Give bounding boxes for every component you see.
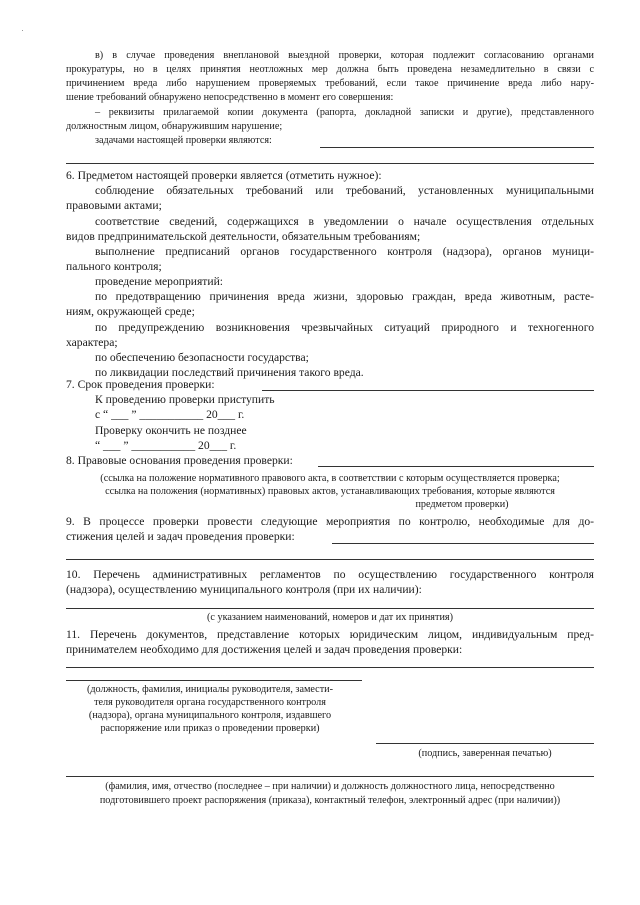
caption-line: (ссылка на положение нормативного правового акта, в соответствии с которым осуществляется проверка; xyxy=(100,473,560,484)
text-line: правовыми актами; xyxy=(66,199,162,212)
caption-line: теля руководителя органа государственного контроля xyxy=(94,697,326,708)
section-heading: 10. Перечень административных регламентов по осуществлению государственного контроля xyxy=(66,568,594,581)
text-line: Проверку окончить не позднее xyxy=(95,424,247,437)
text-line: по предотвращению причинения вреда жизни, здоровью граждан, вреда животным, расте- xyxy=(95,290,594,303)
signature-line xyxy=(66,680,362,681)
text-line: прокуратуры, но в целях принятия неотложных мер должна быть проведена незамедлительно в связи с xyxy=(66,64,594,75)
text-line: принимателем необходимо для достижения целей и задач проведения проверки: xyxy=(66,643,463,656)
section-heading: 8. Правовые основания проведения проверки: xyxy=(66,454,293,467)
caption-line: распоряжение или приказ о проведении проверки) xyxy=(100,723,320,734)
text-line: причинением вреда либо нарушением проверяемых требований, если такое причинение вреда либо нару- xyxy=(66,78,594,89)
caption-line: ссылка на положения (нормативных) правовых актов, устанавливающих требования, которые являются xyxy=(105,486,555,497)
fill-line xyxy=(318,466,594,467)
text-line: (надзора), осуществлению муниципального контроля (при их наличии): xyxy=(66,583,422,596)
section-heading: 6. Предметом настоящей проверки является (отметить нужное): xyxy=(66,169,382,182)
fill-line xyxy=(66,163,594,164)
text-line: по обеспечению безопасности государства; xyxy=(95,351,309,364)
text-line: стижения целей и задач проведения проверки: xyxy=(66,530,295,543)
text-line: соблюдение обязательных требований или требований, установленных муниципальными xyxy=(95,184,594,197)
fill-line xyxy=(262,390,594,391)
fill-line xyxy=(66,608,594,609)
caption-line: (с указанием наименований, номеров и дат их принятия) xyxy=(207,612,453,623)
date-line: с “ ___ ” ___________ 20___ г. xyxy=(95,408,245,421)
signature-line xyxy=(376,743,594,744)
text-line: задачами настоящей проверки являются: xyxy=(95,135,272,146)
fill-line xyxy=(320,147,594,148)
section-heading: 11. Перечень документов, представление которых юридическим лицом, индивидуальным пред- xyxy=(66,628,594,641)
text-line: в) в случае проведения внеплановой выездной проверки, которая подлежит согласованию органами xyxy=(95,50,594,61)
text-line: соответствие сведений, содержащихся в уведомлении о начале осуществления отдельных xyxy=(95,215,594,228)
text-line: видов предпринимательской деятельности, обязательным требованиям; xyxy=(66,230,421,243)
text-line: шение требований обнаружено непосредственно в момент его совершения: xyxy=(66,92,394,103)
text-line: – реквизиты прилагаемой копии документа (рапорта, докладной записки и другие), представленного xyxy=(95,107,594,118)
fill-line xyxy=(66,667,594,668)
fill-line xyxy=(332,543,594,544)
caption-line: предметом проверки) xyxy=(415,499,509,510)
fill-line xyxy=(66,776,594,777)
text-line: по ликвидации последствий причинения такого вреда. xyxy=(95,366,364,379)
text-line: должностным лицом, обнаружившим нарушение; xyxy=(66,121,283,132)
text-line: ниям, окружающей среде; xyxy=(66,305,195,318)
caption-line: (подпись, заверенная печатью) xyxy=(418,748,552,759)
caption-line: (надзора), органа муниципального контроля, издавшего xyxy=(88,710,332,721)
caption-line: (должность, фамилия, инициалы руководителя, замести- xyxy=(86,684,334,695)
fill-line xyxy=(66,559,594,560)
caption-line: (фамилия, имя, отчество (последнее – при наличии) и должность должностного лица, непосредственно xyxy=(105,781,555,792)
text-line: проведение мероприятий: xyxy=(95,275,224,288)
scan-mark xyxy=(22,30,23,31)
date-line: “ ___ ” ___________ 20___ г. xyxy=(95,439,237,452)
section-heading: 7. Срок проведения проверки: xyxy=(66,378,215,391)
text-line: пального контроля; xyxy=(66,260,162,273)
text-line: по предупреждению возникновения чрезвычайных ситуаций природного и техногенного xyxy=(95,321,594,334)
caption-line: подготовившего проект распоряжения (приказа), контактный телефон, электронный адрес (при наличии)) xyxy=(99,795,561,806)
text-line: характера; xyxy=(66,336,118,349)
section-heading: 9. В процессе проверки провести следующие мероприятия по контролю, необходимые для до- xyxy=(66,515,594,528)
text-line: К проведению проверки приступить xyxy=(95,393,275,406)
text-line: выполнение предписаний органов государственного контроля (надзора), органов муници- xyxy=(95,245,594,258)
